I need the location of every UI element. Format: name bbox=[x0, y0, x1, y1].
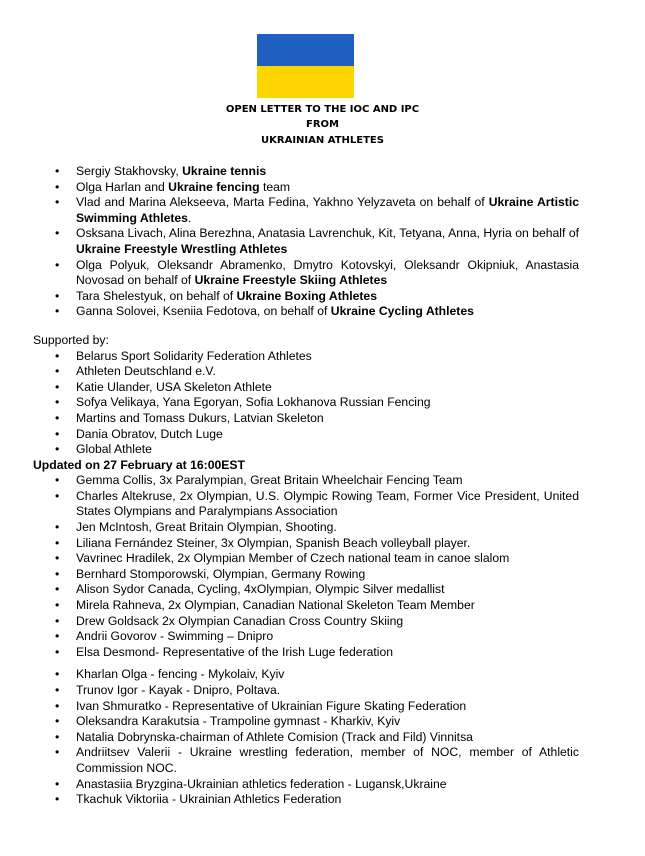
updated-item: • Charles Altekruse, 2x Olympian, U.S. Olympic Rowing Team, Former Vice President, United States Olympians and Paralympians Association bbox=[33, 489, 579, 520]
updated-item: • Jen McIntosh, Great Britain Olympian, Shooting. bbox=[33, 520, 579, 536]
supporter-item: • Belarus Sport Solidarity Federation Athletes bbox=[33, 349, 579, 365]
signatory-item: • Sergiy Stakhovsky, Ukraine tennis bbox=[33, 164, 579, 180]
updated-item: • Drew Goldsack 2x Olympian Canadian Cross Country Skiing bbox=[33, 614, 579, 630]
ukrainian-athlete-item: • Andriitsev Valerii - Ukraine wrestling federation, member of NOC, member of Athletic Commission NOC. bbox=[33, 745, 579, 776]
letter-author: UKRAINIAN ATHLETES bbox=[261, 135, 384, 146]
ukrainian-list bbox=[33, 667, 579, 807]
update-heading: Updated on 27 February at 16:00EST bbox=[33, 457, 245, 472]
supporter-item: • Dania Obratov, Dutch Luge bbox=[33, 427, 579, 443]
updated-item: • Liliana Fernández Steiner, 3x Olympian, Spanish Beach volleyball player. bbox=[33, 536, 579, 552]
supporter-item: • Martins and Tomass Dukurs, Latvian Skeleton bbox=[33, 411, 579, 427]
supporter-item: • Sofya Velikaya, Yana Egoryan, Sofia Lokhanova Russian Fencing bbox=[33, 395, 579, 411]
ukrainian-athlete-item: • Trunov Igor - Kayak - Dnipro, Poltava. bbox=[33, 683, 579, 699]
signatory-item: • Ganna Solovei, Kseniia Fedotova, on behalf of Ukraine Cycling Athletes bbox=[33, 304, 579, 320]
signatories-list bbox=[33, 164, 579, 320]
signatory-item: • Vlad and Marina Alekseeva, Marta Fedina, Yakhno Yelyzaveta on behalf of Ukraine Artistic Swimming Athletes. bbox=[33, 195, 579, 226]
ukraine-flag-image bbox=[257, 34, 354, 98]
flag-blue-band bbox=[257, 34, 354, 66]
updated-list bbox=[33, 473, 579, 660]
supporters-list bbox=[33, 349, 579, 458]
ukrainian-athlete-item: • Anastasiia Bryzgina-Ukrainian athletics federation - Lugansk,Ukraine bbox=[33, 777, 579, 793]
updated-item: • Bernhard Stomporowski, Olympian, Germany Rowing bbox=[33, 567, 579, 583]
supporter-item: • Global Athlete bbox=[33, 442, 579, 458]
updated-item: • Elsa Desmond- Representative of the Irish Luge federation bbox=[33, 645, 579, 661]
updated-item: • Vavrinec Hradilek, 2x Olympian Member of Czech national team in canoe slalom bbox=[33, 551, 579, 567]
signatory-item: • Olga Harlan and Ukraine fencing team bbox=[33, 180, 579, 196]
document-body bbox=[33, 164, 579, 808]
updated-item: • Mirela Rahneva, 2x Olympian, Canadian National Skeleton Team Member bbox=[33, 598, 579, 614]
supported-by-label: Supported by: bbox=[33, 332, 109, 347]
supporter-item: • Katie Ulander, USA Skeleton Athlete bbox=[33, 380, 579, 396]
updated-item: • Andrii Govorov - Swimming – Dnipro bbox=[33, 629, 579, 645]
letter-from: FROM bbox=[306, 119, 339, 130]
flag-yellow-band bbox=[257, 66, 354, 98]
ukrainian-athlete-item: • Tkachuk Viktoriia - Ukrainian Athletics Federation bbox=[33, 792, 579, 808]
supporter-item: • Athleten Deutschland e.V. bbox=[33, 364, 579, 380]
ukrainian-athlete-item: • Oleksandra Karakutsia - Trampoline gymnast - Kharkiv, Kyiv bbox=[33, 714, 579, 730]
letter-title: OPEN LETTER TO THE IOC AND IPC bbox=[225, 104, 420, 115]
ukrainian-athlete-item: • Kharlan Olga - fencing - Mykolaiv, Kyiv bbox=[33, 667, 579, 683]
signatory-item: • Olga Polyuk, Oleksandr Abramenko, Dmytro Kotovskyi, Oleksandr Okipniuk, Anastasia Novosad on behalf of Ukraine Freestyle Skiing Athletes bbox=[33, 258, 579, 289]
ukrainian-athlete-item: • Ivan Shmuratko - Representative of Ukrainian Figure Skating Federation bbox=[33, 699, 579, 715]
updated-item: • Alison Sydor Canada, Cycling, 4xOlympian, Olympic Silver medallist bbox=[33, 582, 579, 598]
signatory-item: • Tara Shelestyuk, on behalf of Ukraine Boxing Athletes bbox=[33, 289, 579, 305]
updated-item: • Gemma Collis, 3x Paralympian, Great Britain Wheelchair Fencing Team bbox=[33, 473, 579, 489]
ukrainian-athlete-item: • Natalia Dobrynska-chairman of Athlete Comision (Track and Fild) Vinnitsa bbox=[33, 730, 579, 746]
signatory-item: • Osksana Livach, Alina Berezhna, Anatasia Lavrenchuk, Kit, Tetyana, Anna, Hyria on behalf of Ukraine Freestyle Wrestling Athletes bbox=[33, 226, 579, 257]
